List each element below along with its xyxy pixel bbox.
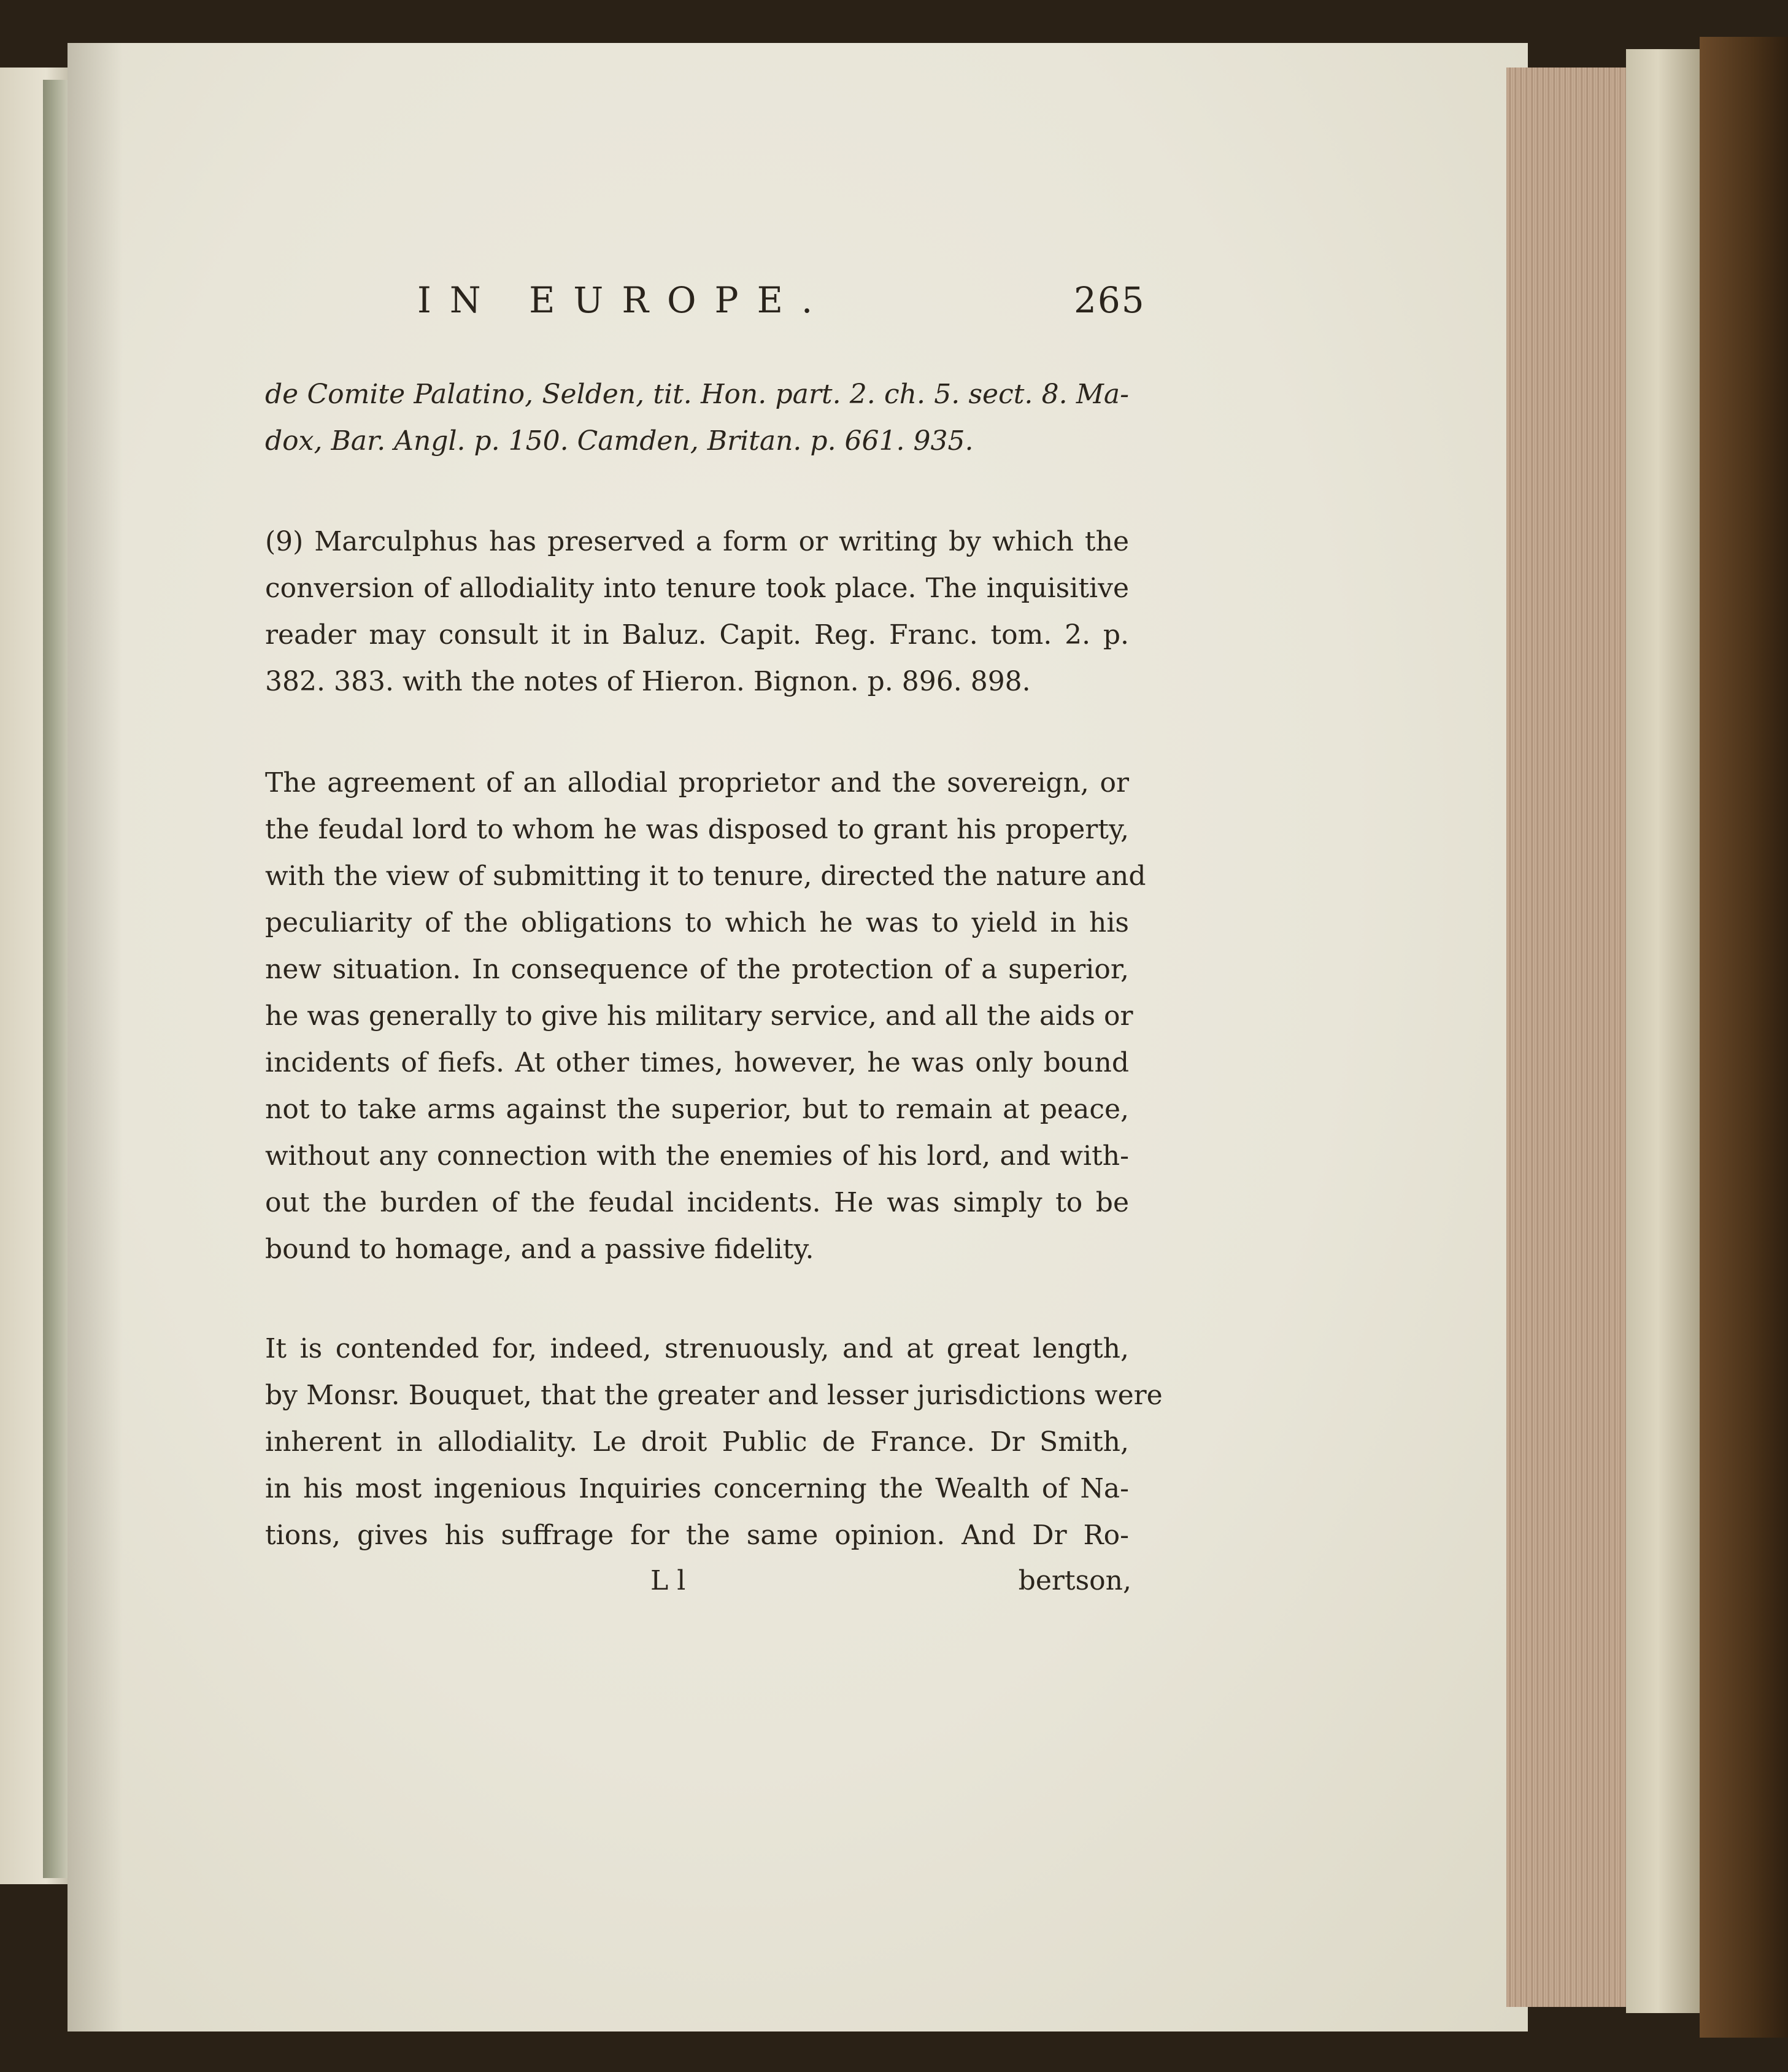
page-block-edges bbox=[1506, 68, 1629, 2007]
text-line: the feudal lord to whom he was disposed to grant his property, bbox=[265, 814, 1129, 845]
book-gutter bbox=[43, 80, 67, 1878]
signature-mark: L l bbox=[650, 1565, 686, 1596]
paragraph-allodial-agreement bbox=[265, 760, 1146, 1273]
text-line: peculiarity of the obligations to which he was to yield in his bbox=[265, 907, 1129, 938]
running-head: IN EUROPE. bbox=[417, 279, 831, 321]
note-9 bbox=[265, 519, 1129, 705]
gutter-shadow bbox=[67, 43, 123, 2031]
text-line: incidents of fiefs. At other times, however, he was only bound bbox=[265, 1047, 1129, 1078]
page-header bbox=[417, 279, 1166, 334]
page-number: 265 bbox=[1074, 279, 1146, 321]
text-line: The agreement of an allodial proprietor and the sovereign, or bbox=[265, 767, 1129, 798]
text-line: out the burden of the feudal incidents. He was simply to be bbox=[265, 1187, 1129, 1218]
page-footer bbox=[265, 1558, 1131, 1604]
endpaper bbox=[1626, 49, 1706, 2013]
text-line: (9) Marculphus has preserved a form or writing by which the bbox=[265, 526, 1129, 557]
footnote-continuation bbox=[265, 371, 1129, 465]
text-line: inherent in allodiality. Le droit Public de France. Dr Smith, bbox=[265, 1426, 1129, 1458]
text-line: not to take arms against the superior, but to remain at peace, bbox=[265, 1094, 1129, 1125]
text-line: by Monsr. Bouquet, that the greater and lesser jurisdictions were bbox=[265, 1380, 1163, 1411]
leather-cover bbox=[1700, 37, 1788, 2038]
catchword: bertson, bbox=[1018, 1565, 1131, 1596]
text-line: It is contended for, indeed, strenuously, and at great length, bbox=[265, 1333, 1129, 1364]
text-line: tions, gives his suffrage for the same opinion. And Dr Ro- bbox=[265, 1520, 1129, 1551]
text-line: new situation. In consequence of the protection of a superior, bbox=[265, 954, 1129, 985]
paragraph-jurisdictions bbox=[265, 1326, 1163, 1559]
text-line: bound to homage, and a passive fidelity. bbox=[265, 1234, 814, 1265]
text-line: with the view of submitting it to tenure, directed the nature and bbox=[265, 860, 1146, 892]
text-line: in his most ingenious Inquiries concerning the Wealth of Na- bbox=[265, 1473, 1129, 1504]
text-line: he was generally to give his military service, and all the aids or bbox=[265, 1000, 1133, 1032]
text-line: 382. 383. with the notes of Hieron. Bignon. p. 896. 898. bbox=[265, 666, 1031, 697]
text-line: reader may consult it in Baluz. Capit. Reg. Franc. tom. 2. p. bbox=[265, 619, 1129, 651]
text-line: de Comite Palatino, Selden, tit. Hon. part. 2. ch. 5. sect. 8. Ma- bbox=[265, 379, 1129, 410]
text-line: dox, Bar. Angl. p. 150. Camden, Britan. p. 661. 935. bbox=[265, 425, 974, 457]
text-line: without any connection with the enemies of his lord, and with- bbox=[265, 1140, 1129, 1172]
text-line: conversion of allodiality into tenure took place. The inquisitive bbox=[265, 573, 1129, 604]
